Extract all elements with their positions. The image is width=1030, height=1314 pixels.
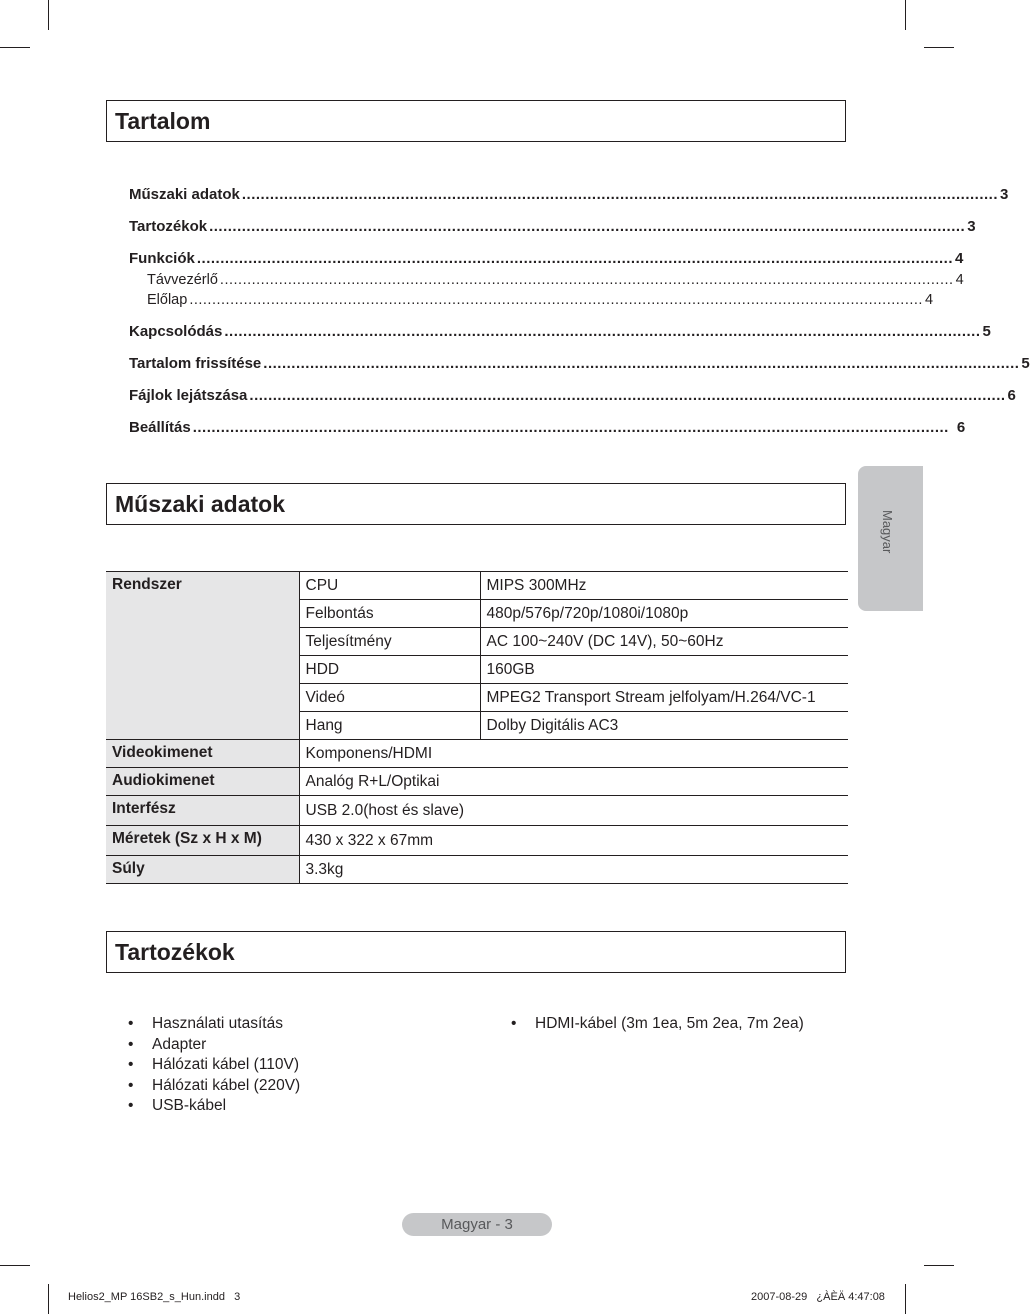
table-row [106, 796, 848, 826]
date-slug: 2007-08-29 ¿ÀÈÄ 4:47:08 [751, 1291, 885, 1303]
leader-dots: .................................................................................................................................................................. [224, 323, 981, 340]
list-item: • Használati utasítás [128, 1014, 300, 1035]
spec-key: Teljesítmény [299, 628, 480, 656]
leader-dots: .................................................................................................................................................................. [219, 272, 954, 288]
spec-value: Dolby Digitális AC3 [480, 712, 848, 740]
contents-title: Tartalom [115, 108, 211, 134]
spec-value: 3.3kg [299, 856, 848, 884]
table-row [106, 740, 848, 768]
table-row [106, 856, 848, 884]
spec-key: CPU [299, 572, 480, 600]
file-slug: Helios2_MP 16SB2_s_Hun.indd 3 [68, 1291, 241, 1303]
leader-dots: .................................................................................................................................................................. [196, 250, 953, 267]
crop-mark [924, 47, 954, 48]
bullet-icon: • [128, 1097, 134, 1114]
toc-entry[interactable]: Funkciók .................................................................................................................................................................. 4 [129, 250, 964, 267]
accessories-list-right [511, 1014, 804, 1035]
list-item: • HDMI-kábel (3m 1ea, 5m 2ea, 7m 2ea) [511, 1014, 804, 1035]
toc-entry[interactable]: Tartalom frissítése .................................................................................................................................................................. 5 [129, 355, 1030, 372]
bullet-icon: • [511, 1015, 517, 1032]
specs-title: Műszaki adatok [115, 491, 285, 517]
spec-key: Videó [299, 684, 480, 712]
row-header: Méretek (Sz x H x M) [106, 826, 299, 856]
crop-mark [924, 1265, 954, 1266]
spec-key: HDD [299, 656, 480, 684]
crop-mark [48, 0, 49, 30]
spec-key: Felbontás [299, 600, 480, 628]
toc-entry[interactable]: Beállítás .................................................................................................................................................................. 6 [129, 419, 966, 436]
spec-value: 430 x 322 x 67mm [299, 826, 848, 856]
leader-dots: .................................................................................................................................................................. [209, 218, 966, 235]
table-row [106, 572, 848, 600]
leader-dots: .................................................................................................................................................................. [249, 387, 1006, 404]
list-item: • Hálózati kábel (110V) [128, 1055, 300, 1076]
spec-value: MIPS 300MHz [480, 572, 848, 600]
bullet-icon: • [128, 1035, 134, 1053]
crop-mark [0, 47, 30, 48]
spec-value: AC 100~240V (DC 14V), 50~60Hz [480, 628, 848, 656]
crop-mark [905, 1284, 906, 1314]
leader-dots: .................................................................................................................................................................. [189, 292, 923, 308]
toc-entry[interactable]: Kapcsolódás .................................................................................................................................................................. 5 [129, 323, 991, 340]
specs-table [106, 571, 848, 884]
row-header: Súly [106, 856, 299, 884]
list-item: • Adapter [128, 1035, 300, 1056]
language-side-tab [858, 466, 923, 611]
toc-entry[interactable]: Műszaki adatok .................................................................................................................................................................. 3 [129, 186, 1009, 203]
contents-header [106, 100, 846, 142]
table-row [106, 826, 848, 856]
list-item: • USB-kábel [128, 1096, 300, 1117]
language-tab-label: Magyar [880, 510, 895, 554]
leader-dots: .................................................................................................................................................................. [192, 419, 949, 436]
spec-value: USB 2.0(host és slave) [299, 796, 848, 826]
row-header: Rendszer [106, 572, 299, 740]
spec-value: 480p/576p/720p/1080i/1080p [480, 600, 848, 628]
bullet-icon: • [128, 1015, 134, 1032]
specs-header [106, 483, 846, 525]
table-row [106, 768, 848, 796]
spec-value: MPEG2 Transport Stream jelfolyam/H.264/VC-1 [480, 684, 848, 712]
crop-mark [0, 1265, 30, 1266]
leader-dots: .................................................................................................................................................................. [263, 355, 1020, 372]
row-header: Videokimenet [106, 740, 299, 768]
bullet-icon: • [128, 1076, 134, 1094]
crop-mark [48, 1284, 49, 1314]
accessories-title: Tartozékok [115, 939, 235, 965]
toc-entry[interactable]: Tartozékok .................................................................................................................................................................. 3 [129, 218, 976, 235]
leader-dots: .................................................................................................................................................................. [241, 186, 999, 203]
toc-subentry[interactable]: Távvezérlő .................................................................................................................................................................. 4 [147, 272, 964, 288]
crop-mark [905, 0, 906, 30]
bullet-icon: • [128, 1056, 134, 1073]
spec-value: Analóg R+L/Optikai [299, 768, 848, 796]
list-item: • Hálózati kábel (220V) [128, 1076, 300, 1097]
spec-value: Komponens/HDMI [299, 740, 848, 768]
row-header: Audiokimenet [106, 768, 299, 796]
spec-value: 160GB [480, 656, 848, 684]
toc-entry[interactable]: Fájlok lejátszása .................................................................................................................................................................. 6 [129, 387, 1016, 404]
page-number-badge: Magyar - 3 [402, 1213, 552, 1236]
accessories-header [106, 931, 846, 973]
accessories-list-left [128, 1014, 300, 1117]
row-header: Interfész [106, 796, 299, 826]
toc-subentry[interactable]: Előlap .................................................................................................................................................................. 4 [147, 292, 934, 308]
spec-key: Hang [299, 712, 480, 740]
